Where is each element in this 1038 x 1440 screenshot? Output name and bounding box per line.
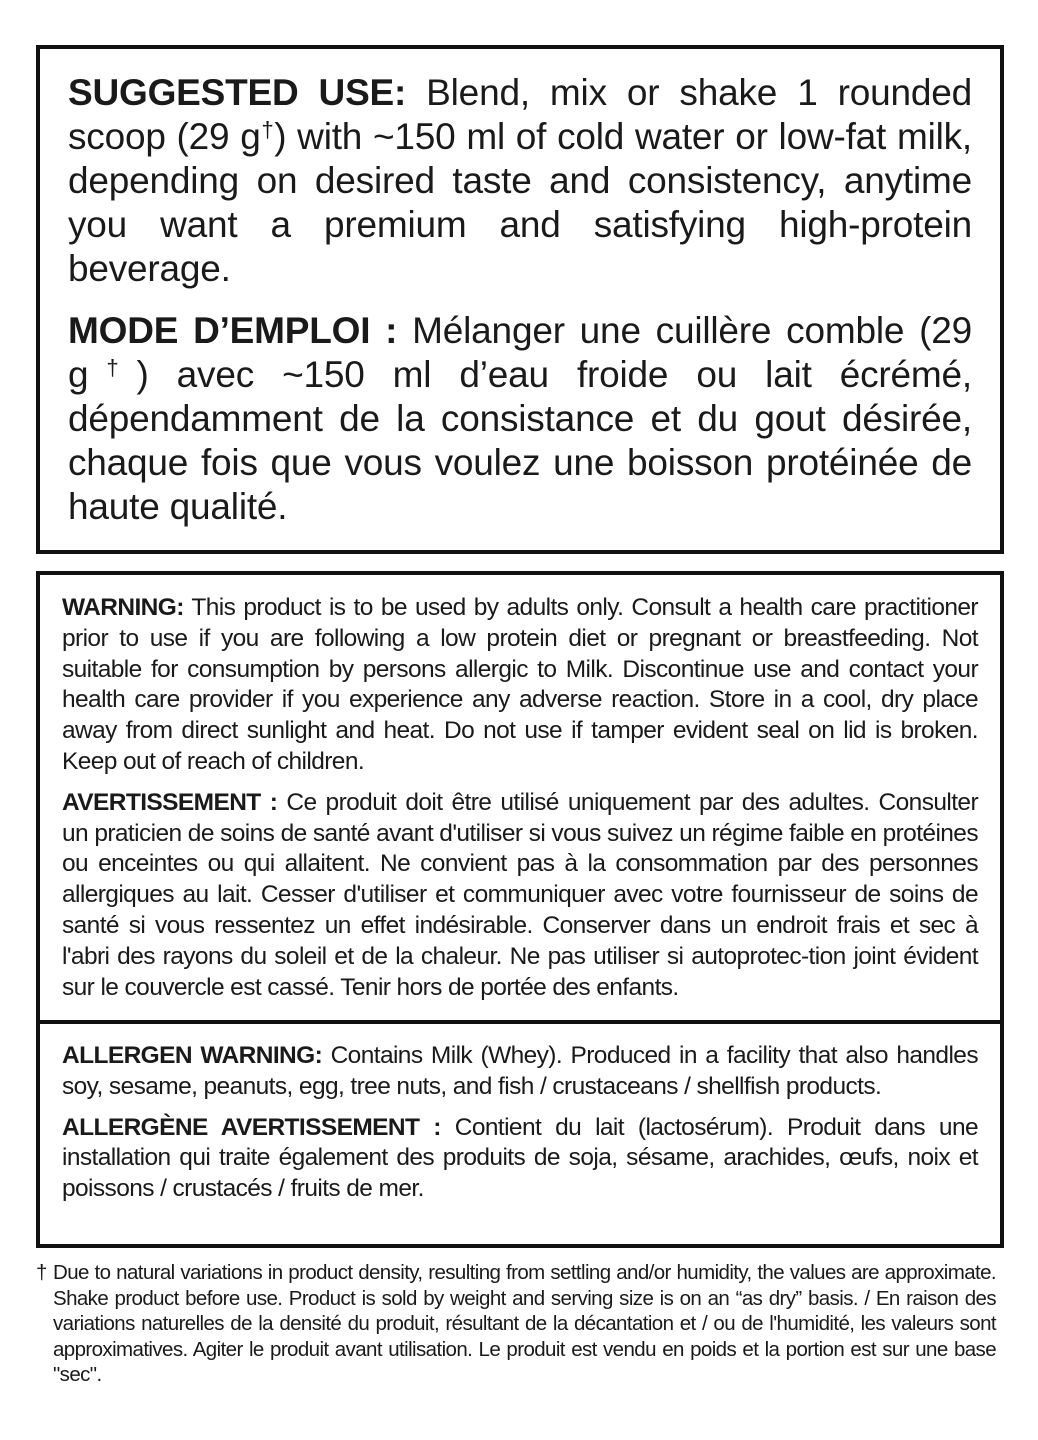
suggested-use-text-end: ) with ~150 ml of cold water or low-fat milk, depending on desired taste and consistency, anytime you want a premium and satisfying high-protein beverage. [68, 116, 972, 289]
avertissement-text: Ce produit doit être utilisé uniquement par des adultes. Consulter un praticien de soins de santé avant d'utiliser si vous suivez un régime faible en protéines ou enceintes ou qui allaitent. Ne convient pas à la consommation par des personnes allergiques au lait. Cesser d'utiliser et communiquer avec votre fournisseur de soins de santé si vous ressentez un effet indésirable. Conserver dans un endroit frais et sec à l'abri des rayons du soleil et de la chaleur. Ne pas utiliser si autoprotec-tion joint évident sur le couvercle est cassé. Tenir hors de portée des enfants. [62, 788, 979, 1001]
mode-emploi-text-end: ) avec ~150 ml d’eau froide ou lait écrémé, dépendamment de la consistance et du gout désirée, chaque fois que vous voulez une boisson protéinée de haute qualité. [68, 354, 972, 527]
dagger-mark: † [88, 354, 137, 380]
avertissement-paragraph [62, 788, 978, 1004]
avertissement-label: AVERTISSEMENT : [62, 788, 278, 816]
allergen-warning-paragraph [62, 1041, 978, 1103]
footnote-text: Due to natural variations in product density, resulting from settling and/or humidity, the values are approximate. Shake product before use. Product is sold by weight and serving size is on an “as dry” basis. / En raison des variations naturelles de la densité du produit, résultant de la décantation et / ou de l'humidité, les valeurs sont approximatives. Agiter le produit avant utilisation. Le produit est vendu en poids et la portion est sur une base "sec". [53, 1261, 996, 1386]
density-footnote [36, 1260, 996, 1388]
warning-paragraph [62, 593, 978, 778]
suggested-use-label: SUGGESTED USE: [68, 72, 407, 113]
dagger-mark: † [260, 116, 275, 142]
suggested-use-text-start: Blend, mix or shake 1 rounded scoop (29 g [68, 72, 972, 157]
allergene-avertissement-label: ALLERGÈNE AVERTISSEMENT : [62, 1113, 441, 1141]
general-warning-section [40, 593, 1000, 1003]
warning-text: This product is to be used by adults only. Consult a health care practitioner prior to use if you are following a low protein diet or pregnant or breastfeeding. Not suitable for consumption by persons allergic to Milk. Discontinue use and contact your health care provider if you experience any adverse reaction. Store in a cool, dry place away from direct sunlight and heat. Do not use if tamper evident seal on lid is broken. Keep out of reach of children. [62, 594, 978, 775]
allergen-section [40, 1041, 1000, 1205]
directions-panel [36, 45, 1004, 554]
footnote-dagger: † [36, 1261, 47, 1284]
mode-emploi-paragraph [68, 309, 972, 529]
suggested-use-paragraph [68, 71, 972, 291]
allergen-warning-label: ALLERGEN WARNING: [62, 1042, 323, 1069]
warnings-panel [36, 571, 1004, 1248]
allergene-avertissement-text: Contient du lait (lactosérum). Produit dans une installation qui traite également des produits de soja, sésame, arachides, œufs, noix et poissons / crustacés / fruits de mer. [62, 1113, 978, 1203]
mode-emploi-label: MODE D’EMPLOI : [68, 310, 398, 351]
warning-label: WARNING: [62, 594, 184, 621]
allergene-avertissement-paragraph [62, 1113, 978, 1205]
mode-emploi-text-start: Mélanger une cuillère comble (29 g [68, 310, 972, 395]
allergen-warning-text: Contains Milk (Whey). Produced in a facility that also handles soy, sesame, peanuts, egg, tree nuts, and fish / crustaceans / shellfish products. [62, 1042, 978, 1100]
section-divider [40, 1020, 1000, 1024]
